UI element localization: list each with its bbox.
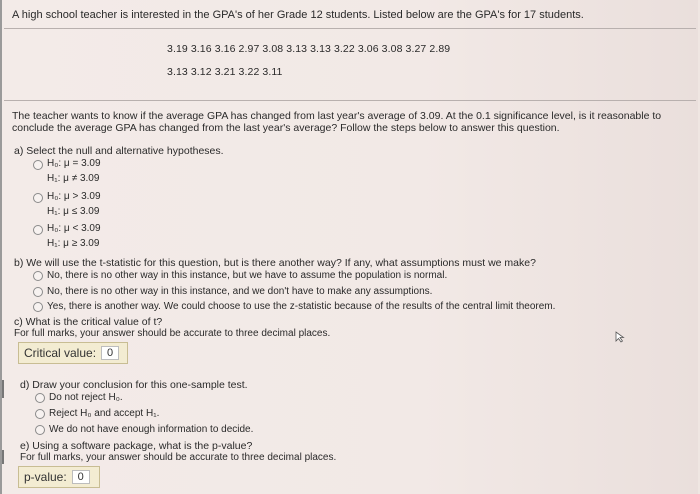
critical-value-input[interactable]: 0 — [101, 346, 119, 360]
conclusion-option-1-radio[interactable] — [35, 393, 45, 403]
part-e-label: e) Using a software package, what is the p-value? — [20, 440, 253, 452]
assumption-option-1-radio[interactable] — [33, 271, 43, 281]
assumption-option-1-text: No, there is no other way in this instance, but we have to assume the population is normal. — [47, 270, 448, 281]
gpa-values-row-2: 3.13 3.12 3.21 3.22 3.11 — [167, 66, 283, 78]
assumption-option-2-radio[interactable] — [33, 287, 43, 297]
conclusion-option-2-radio[interactable] — [35, 409, 45, 419]
assumption-option-2-text: No, there is no other way in this instance, and we don't have to make any assumptions. — [47, 286, 433, 297]
part-b-label: b) We will use the t-statistic for this question, but is there another way? If any, what assumptions must we make? — [14, 257, 536, 269]
assumption-option-3-text: Yes, there is another way. We could choose to use the z-statistic because of the results of the central limit theorem. — [47, 301, 556, 312]
question-prompt-line-2: conclude the average GPA has changed from the last year's average? Follow the steps below to answer this question. — [12, 122, 560, 134]
p-value-answer-box — [18, 466, 100, 488]
question-prompt-line-1: The teacher wants to know if the average GPA has changed from last year's average of 3.09. At the 0.1 significance level, is it reasonable to — [12, 110, 662, 122]
hypothesis-option-3-h1: H₁: μ ≥ 3.09 — [47, 238, 100, 249]
hypothesis-option-2-h0: H₀: μ > 3.09 — [47, 191, 101, 202]
hypothesis-option-1-h0: H₀: μ = 3.09 — [47, 158, 101, 169]
hypothesis-option-3-radio[interactable] — [33, 225, 43, 235]
assumption-option-3-radio[interactable] — [33, 302, 43, 312]
part-e-note: For full marks, your answer should be accurate to three decimal places. — [20, 452, 337, 463]
p-value-label: p-value: — [24, 470, 67, 484]
hypothesis-option-2-h1: H₁: μ ≤ 3.09 — [47, 206, 100, 217]
left-scroll-indicator — [2, 380, 4, 398]
part-c-note: For full marks, your answer should be accurate to three decimal places. — [14, 328, 331, 339]
question-header: A high school teacher is interested in the GPA's of her Grade 12 students. Listed below are the GPA's for 17 students. — [12, 9, 584, 21]
divider — [4, 28, 696, 29]
critical-value-answer-box — [18, 342, 128, 364]
gpa-values-row-1: 3.19 3.16 3.16 2.97 3.08 3.13 3.13 3.22 3.06 3.08 3.27 2.89 — [167, 43, 451, 55]
part-a-label: a) Select the null and alternative hypotheses. — [14, 145, 224, 157]
hypothesis-option-1-radio[interactable] — [33, 160, 43, 170]
hypothesis-option-2-radio[interactable] — [33, 193, 43, 203]
divider — [4, 100, 696, 101]
hypothesis-option-3-h0: H₀: μ < 3.09 — [47, 223, 101, 234]
conclusion-option-3-text: We do not have enough information to decide. — [49, 424, 254, 435]
conclusion-option-1-text: Do not reject H₀. — [49, 392, 123, 403]
p-value-input[interactable]: 0 — [72, 470, 90, 484]
conclusion-option-2-text: Reject H₀ and accept H₁. — [49, 408, 160, 419]
part-c-label: c) What is the critical value of t? — [14, 316, 163, 328]
part-d-label: d) Draw your conclusion for this one-sample test. — [20, 379, 248, 391]
conclusion-option-3-radio[interactable] — [35, 425, 45, 435]
critical-value-label: Critical value: — [24, 346, 97, 360]
left-scroll-indicator — [2, 450, 4, 464]
hypothesis-option-1-h1: H₁: μ ≠ 3.09 — [47, 173, 100, 184]
mouse-cursor-icon — [615, 331, 625, 343]
